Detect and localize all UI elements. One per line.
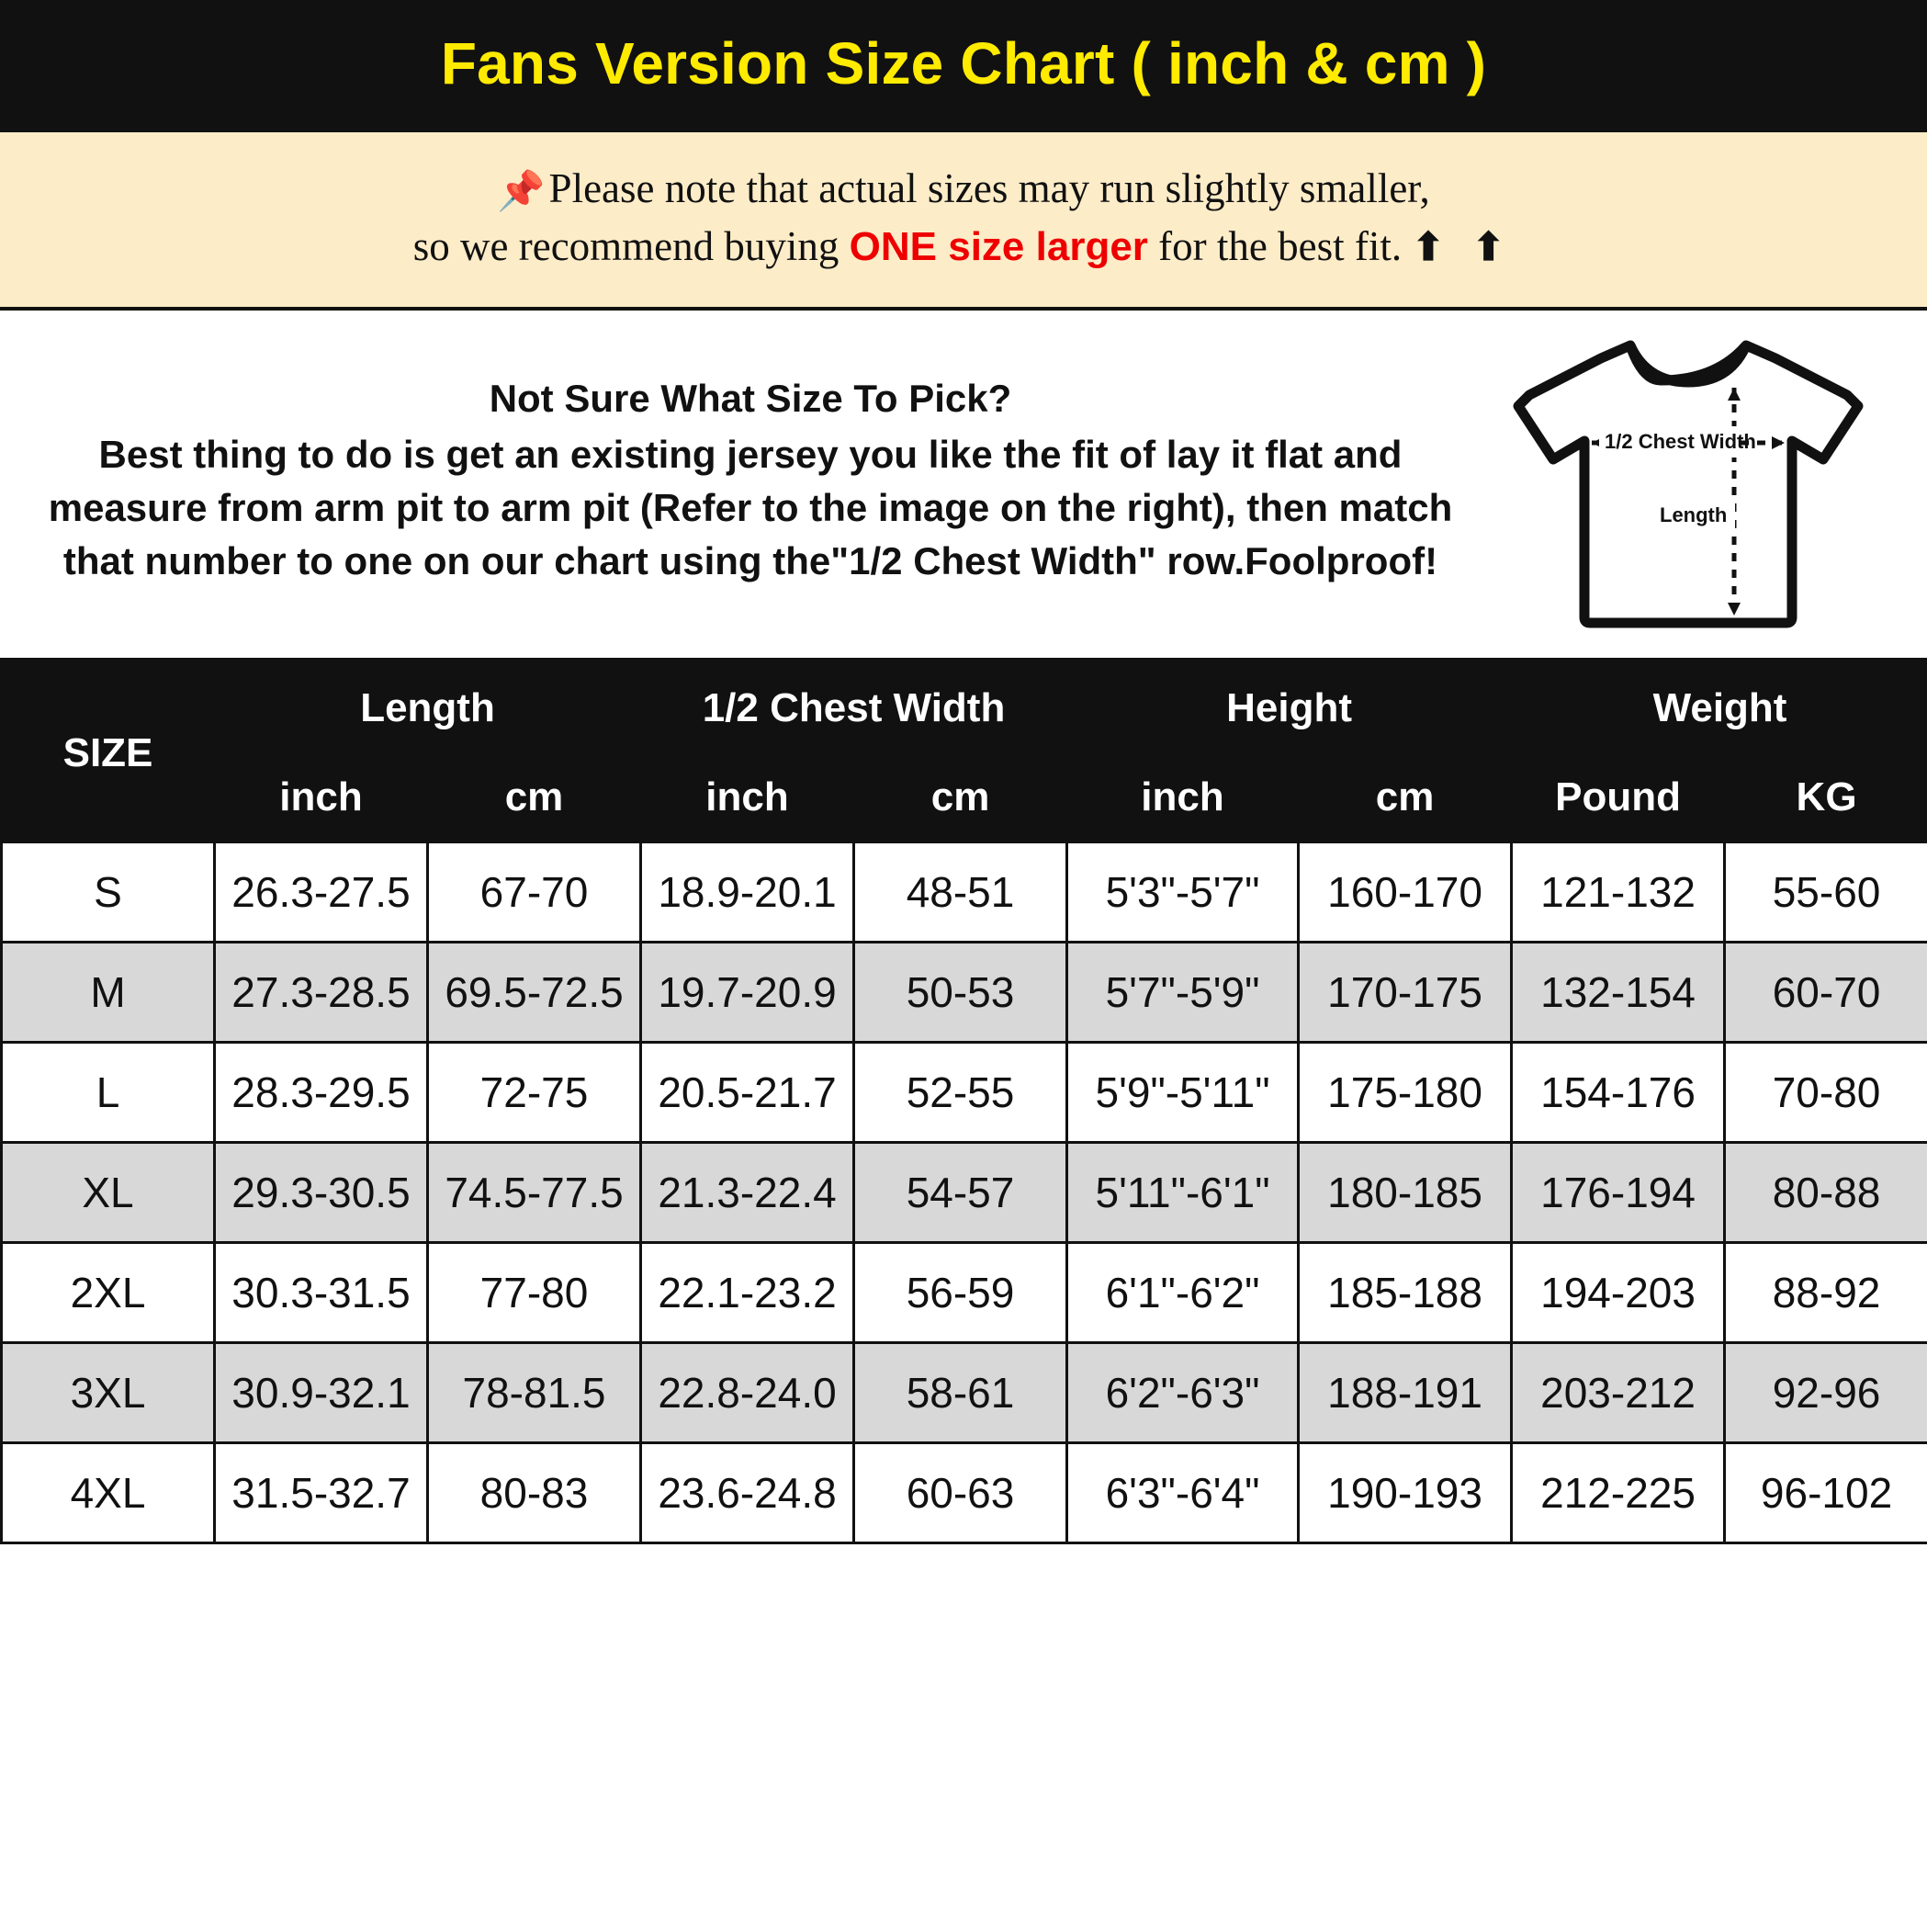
note-line-2 — [22, 218, 1905, 276]
cell-chest-cm: 52-55 — [854, 1043, 1067, 1143]
header-weight-kg: KG — [1725, 753, 1927, 842]
header-group-height: Height — [1067, 664, 1512, 753]
figure-chest-label: 1/2 Chest Width — [1605, 430, 1756, 454]
title-bar — [0, 0, 1927, 132]
header-group-chest: 1/2 Chest Width — [641, 664, 1067, 753]
cell-length-cm: 77-80 — [428, 1243, 641, 1343]
cell-size: 3XL — [2, 1343, 215, 1443]
cell-chest-cm: 60-63 — [854, 1443, 1067, 1543]
table-row — [2, 943, 1927, 1043]
cell-length-cm: 72-75 — [428, 1043, 641, 1143]
cell-size: M — [2, 943, 215, 1043]
cell-weight-kg: 70-80 — [1725, 1043, 1927, 1143]
cell-height-cm: 170-175 — [1299, 943, 1512, 1043]
tshirt-measurement-figure — [1495, 331, 1927, 634]
tshirt-icon — [1509, 331, 1867, 634]
cell-chest-inch: 21.3-22.4 — [641, 1143, 854, 1243]
cell-size: XL — [2, 1143, 215, 1243]
cell-length-inch: 30.9-32.1 — [215, 1343, 428, 1443]
cell-height-cm: 180-185 — [1299, 1143, 1512, 1243]
note-text-1: Please note that actual sizes may run slightly smaller, — [548, 165, 1430, 212]
table-row — [2, 1443, 1927, 1543]
cell-weight-kg: 80-88 — [1725, 1143, 1927, 1243]
cell-weight-kg: 96-102 — [1725, 1443, 1927, 1543]
note-line-1 — [22, 160, 1905, 218]
cell-weight-kg: 92-96 — [1725, 1343, 1927, 1443]
header-weight-pound: Pound — [1512, 753, 1725, 842]
cell-length-inch: 27.3-28.5 — [215, 943, 428, 1043]
help-body: Best thing to do is get an existing jersey you like the fit of lay it flat and measure from arm pit to arm pit (Refer to the image on the right), then match that number to one on our chart using the"1/2 Chest Width" row.Foolproof! — [48, 433, 1453, 583]
cell-length-cm: 80-83 — [428, 1443, 641, 1543]
note-emphasis: ONE size larger — [849, 224, 1148, 270]
help-text-block — [0, 377, 1495, 588]
figure-length-label: Length — [1660, 503, 1728, 527]
cell-height-inch: 5'11"-6'1" — [1067, 1143, 1299, 1243]
help-section — [0, 311, 1927, 662]
cell-height-inch: 6'1"-6'2" — [1067, 1243, 1299, 1343]
cell-height-cm: 188-191 — [1299, 1343, 1512, 1443]
cell-length-cm: 74.5-77.5 — [428, 1143, 641, 1243]
table-head — [2, 664, 1927, 842]
table-row — [2, 1143, 1927, 1243]
cell-length-inch: 29.3-30.5 — [215, 1143, 428, 1243]
cell-chest-inch: 22.1-23.2 — [641, 1243, 854, 1343]
cell-weight-pound: 121-132 — [1512, 842, 1725, 943]
page-title: Fans Version Size Chart ( inch & cm ) — [440, 30, 1487, 96]
cell-chest-cm: 54-57 — [854, 1143, 1067, 1243]
cell-weight-kg: 88-92 — [1725, 1243, 1927, 1343]
cell-height-cm: 185-188 — [1299, 1243, 1512, 1343]
pushpin-icon: 📌 — [497, 171, 546, 214]
header-height-inch: inch — [1067, 753, 1299, 842]
size-table — [0, 662, 1927, 1544]
header-length-cm: cm — [428, 753, 641, 842]
cell-size: L — [2, 1043, 215, 1143]
table-header-row-units — [2, 753, 1927, 842]
cell-length-inch: 30.3-31.5 — [215, 1243, 428, 1343]
table-body — [2, 842, 1927, 1543]
cell-height-inch: 5'7"-5'9" — [1067, 943, 1299, 1043]
cell-length-cm: 67-70 — [428, 842, 641, 943]
cell-height-inch: 6'3"-6'4" — [1067, 1443, 1299, 1543]
cell-height-cm: 190-193 — [1299, 1443, 1512, 1543]
cell-chest-cm: 48-51 — [854, 842, 1067, 943]
cell-chest-cm: 58-61 — [854, 1343, 1067, 1443]
cell-height-inch: 6'2"-6'3" — [1067, 1343, 1299, 1443]
cell-length-inch: 31.5-32.7 — [215, 1443, 428, 1543]
help-heading: Not Sure What Size To Pick? — [489, 377, 1012, 421]
cell-weight-pound: 154-176 — [1512, 1043, 1725, 1143]
note-text-2-before: so we recommend buying — [412, 223, 850, 270]
header-length-inch: inch — [215, 753, 428, 842]
arrow-up-icon: ⬆ ⬆ — [1412, 227, 1515, 270]
table-row — [2, 842, 1927, 943]
cell-length-inch: 28.3-29.5 — [215, 1043, 428, 1143]
cell-length-cm: 69.5-72.5 — [428, 943, 641, 1043]
cell-height-cm: 160-170 — [1299, 842, 1512, 943]
cell-height-inch: 5'9"-5'11" — [1067, 1043, 1299, 1143]
cell-chest-cm: 56-59 — [854, 1243, 1067, 1343]
header-group-weight: Weight — [1512, 664, 1927, 753]
cell-weight-pound: 176-194 — [1512, 1143, 1725, 1243]
header-size: SIZE — [2, 664, 215, 842]
cell-size: 2XL — [2, 1243, 215, 1343]
table-row — [2, 1043, 1927, 1143]
cell-chest-inch: 18.9-20.1 — [641, 842, 854, 943]
cell-size: 4XL — [2, 1443, 215, 1543]
cell-size: S — [2, 842, 215, 943]
header-group-length: Length — [215, 664, 641, 753]
table-row — [2, 1343, 1927, 1443]
cell-weight-pound: 212-225 — [1512, 1443, 1725, 1543]
header-chest-inch: inch — [641, 753, 854, 842]
header-chest-cm: cm — [854, 753, 1067, 842]
header-height-cm: cm — [1299, 753, 1512, 842]
cell-weight-kg: 55-60 — [1725, 842, 1927, 943]
cell-length-inch: 26.3-27.5 — [215, 842, 428, 943]
cell-chest-inch: 23.6-24.8 — [641, 1443, 854, 1543]
cell-chest-inch: 20.5-21.7 — [641, 1043, 854, 1143]
cell-chest-inch: 19.7-20.9 — [641, 943, 854, 1043]
cell-chest-inch: 22.8-24.0 — [641, 1343, 854, 1443]
note-banner — [0, 132, 1927, 311]
cell-weight-kg: 60-70 — [1725, 943, 1927, 1043]
cell-length-cm: 78-81.5 — [428, 1343, 641, 1443]
cell-height-cm: 175-180 — [1299, 1043, 1512, 1143]
cell-weight-pound: 194-203 — [1512, 1243, 1725, 1343]
table-header-row-groups — [2, 664, 1927, 753]
cell-height-inch: 5'3"-5'7" — [1067, 842, 1299, 943]
note-text-2-after: for the best fit. — [1147, 223, 1403, 270]
cell-chest-cm: 50-53 — [854, 943, 1067, 1043]
cell-weight-pound: 132-154 — [1512, 943, 1725, 1043]
cell-weight-pound: 203-212 — [1512, 1343, 1725, 1443]
table-row — [2, 1243, 1927, 1343]
